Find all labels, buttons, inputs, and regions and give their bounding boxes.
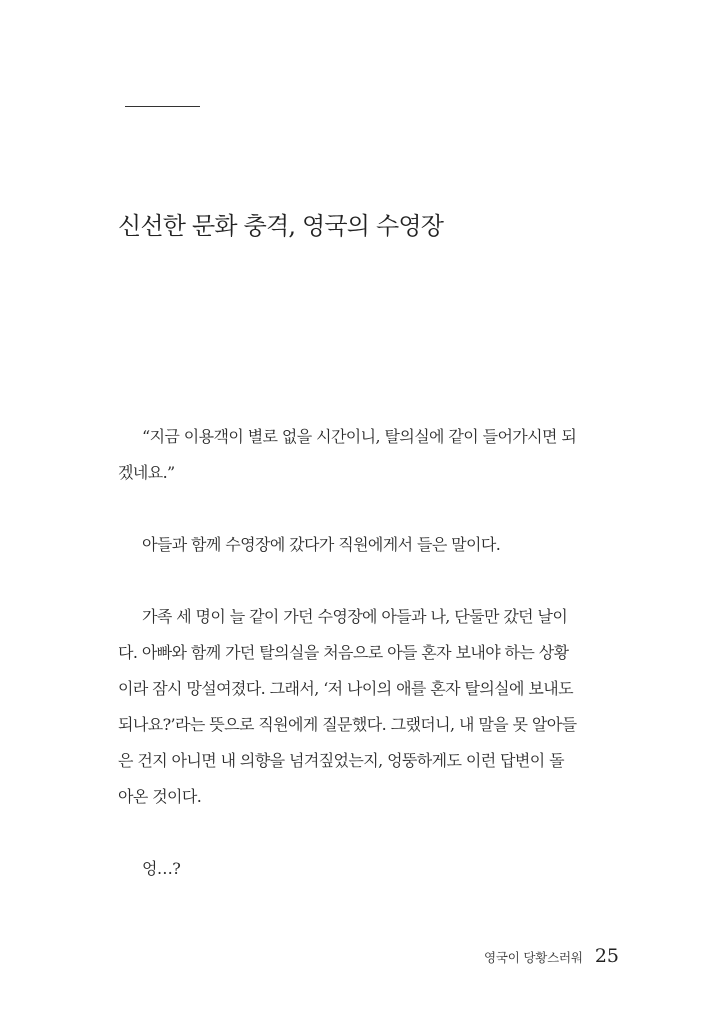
- text-line: 겠네요.”: [118, 463, 175, 482]
- text-line: 은 건지 아니면 내 의향을 넘겨짚었는지, 엉뚱하게도 이런 답변이 돌: [118, 751, 564, 770]
- page-number: 25: [594, 945, 619, 967]
- text-line: 이라 잠시 망설여졌다. 그래서, ‘저 나이의 애를 혼자 탈의실에 보내도: [118, 679, 573, 698]
- paragraph-1: [118, 419, 618, 491]
- running-head: 영국이 당황스러워: [484, 950, 583, 965]
- paragraph-2: [118, 527, 618, 563]
- text-line: 아들과 함께 수영장에 갔다가 직원에게서 들은 말이다.: [142, 535, 501, 554]
- paragraph-4: [118, 851, 618, 887]
- page-footer: [484, 945, 619, 967]
- text-line: 되나요?’라는 뜻으로 직원에게 질문했다. 그랬더니, 내 말을 못 알아들: [118, 715, 577, 734]
- header-rule: [125, 106, 200, 107]
- text-line: 다. 아빠와 함께 가던 탈의실을 처음으로 아들 혼자 보내야 하는 상황: [118, 643, 569, 662]
- paragraph-3: [118, 599, 618, 815]
- chapter-title: 신선한 문화 충격, 영국의 수영장: [118, 212, 444, 240]
- text-line: “지금 이용객이 별로 없을 시간이니, 탈의실에 같이 들어가시면 되: [142, 427, 577, 446]
- body-text: [118, 419, 618, 887]
- text-line: 엉…?: [142, 859, 181, 878]
- text-line: 가족 세 명이 늘 같이 가던 수영장에 아들과 나, 단둘만 갔던 날이: [142, 607, 568, 626]
- text-line: 아온 것이다.: [118, 787, 202, 806]
